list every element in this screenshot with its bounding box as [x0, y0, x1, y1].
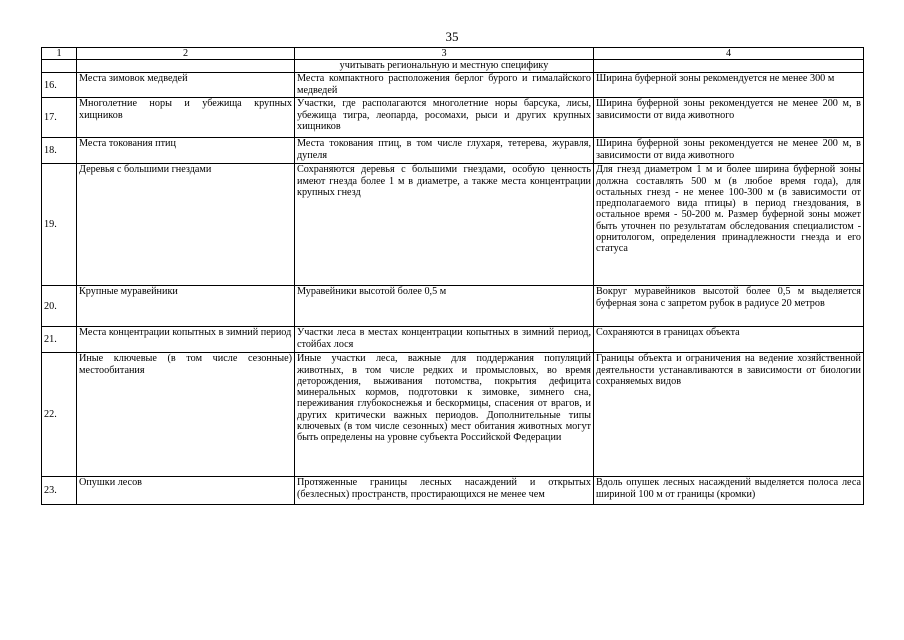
continuation-text: учитывать региональную и местную специфику: [295, 60, 594, 73]
object-name: Места концентрации копытных в зимний период: [77, 327, 295, 353]
object-description: Участки, где располагаются многолетние норы барсука, лисы, убежища тигра, леопарда, росомахи, рыси и других крупных хищников: [295, 98, 594, 138]
object-rule: Сохраняются в границах объекта: [594, 327, 864, 353]
object-description: Участки леса в местах концентрации копытных в зимний период, стойбах лося: [295, 327, 594, 353]
table-row: [42, 286, 864, 327]
continuation-row: [42, 60, 864, 73]
object-name: Крупные муравейники: [77, 286, 295, 327]
table-row: [42, 138, 864, 164]
object-rule: Вдоль опушек лесных насаждений выделяется полоса леса шириной 100 м от границы (кромки): [594, 477, 864, 505]
table-row: [42, 353, 864, 477]
table-row: [42, 477, 864, 505]
table-row: [42, 73, 864, 98]
object-name: Иные ключевые (в том числе сезонные) местообитания: [77, 353, 295, 477]
document-table: [41, 47, 864, 505]
object-name: Места токования птиц: [77, 138, 295, 164]
empty-cell: [42, 60, 77, 73]
row-number: 22.: [42, 353, 77, 477]
object-name: Опушки лесов: [77, 477, 295, 505]
row-number: 19.: [42, 164, 77, 286]
page-number: 35: [445, 29, 459, 44]
object-description: Иные участки леса, важные для поддержания популяций животных, в том числе редких и промысловых, во время деторождения, выживания потомства, покрытия дефицита минеральных кормов, подготовки к зимовке, зимнего сна, переживания глубокоснежья и бескормицы, спасения от врагов, и других критически важных периодов. Дополнительные типы ключевых (в том числе сезонных) мест обитания животных могут быть определены на уровне субъекта Российской Федерации: [295, 353, 594, 477]
object-rule: Ширина буферной зоны рекомендуется не менее 300 м: [594, 73, 864, 98]
table-row: [42, 98, 864, 138]
row-number: 16.: [42, 73, 77, 98]
object-name: Деревья с большими гнездами: [77, 164, 295, 286]
column-header-4: 4: [594, 48, 864, 60]
empty-cell: [77, 60, 295, 73]
column-header-1: 1: [42, 48, 77, 60]
object-rule: Для гнезд диаметром 1 м и более ширина буферной зоны должна составлять 500 м (в любое время года), для остальных гнезд - не менее 100-300 м (в зависимости от предполагаемого вида птицы) в период гнездования, в остальное время - 50-200 м. Размер буферной зоны может быть уточнен по результатам обследования специалистом - орнитологом, определения принадлежности гнезда и его статуса: [594, 164, 864, 286]
object-name: Места зимовок медведей: [77, 73, 295, 98]
object-description: Места токования птиц, в том числе глухаря, тетерева, журавля, дупеля: [295, 138, 594, 164]
row-number: 17.: [42, 98, 77, 138]
row-number: 23.: [42, 477, 77, 505]
header-row: [42, 48, 864, 60]
object-description: Сохраняются деревья с большими гнездами, особую ценность имеют гнезда более 1 м в диаметре, а также места концентрации крупных гнезд: [295, 164, 594, 286]
object-rule: Ширина буферной зоны рекомендуется не менее 200 м, в зависимости от вида животного: [594, 98, 864, 138]
table-row: [42, 164, 864, 286]
object-description: Протяженные границы лесных насаждений и открытых (безлесных) пространств, простирающихся не менее чем: [295, 477, 594, 505]
object-name: Многолетние норы и убежища крупных хищников: [77, 98, 295, 138]
column-header-2: 2: [77, 48, 295, 60]
row-number: 21.: [42, 327, 77, 353]
row-number: 18.: [42, 138, 77, 164]
table-row: [42, 327, 864, 353]
object-description: Места компактного расположения берлог бурого и гималайского медведей: [295, 73, 594, 98]
object-rule: Вокруг муравейников высотой более 0,5 м выделяется буферная зона с запретом рубок в радиусе 20 метров: [594, 286, 864, 327]
object-rule: Границы объекта и ограничения на ведение хозяйственной деятельности устанавливаются в зависимости от биологии сохраняемых видов: [594, 353, 864, 477]
object-description: Муравейники высотой более 0,5 м: [295, 286, 594, 327]
column-header-3: 3: [295, 48, 594, 60]
empty-cell: [594, 60, 864, 73]
row-number: 20.: [42, 286, 77, 327]
object-rule: Ширина буферной зоны рекомендуется не менее 200 м, в зависимости от вида животного: [594, 138, 864, 164]
